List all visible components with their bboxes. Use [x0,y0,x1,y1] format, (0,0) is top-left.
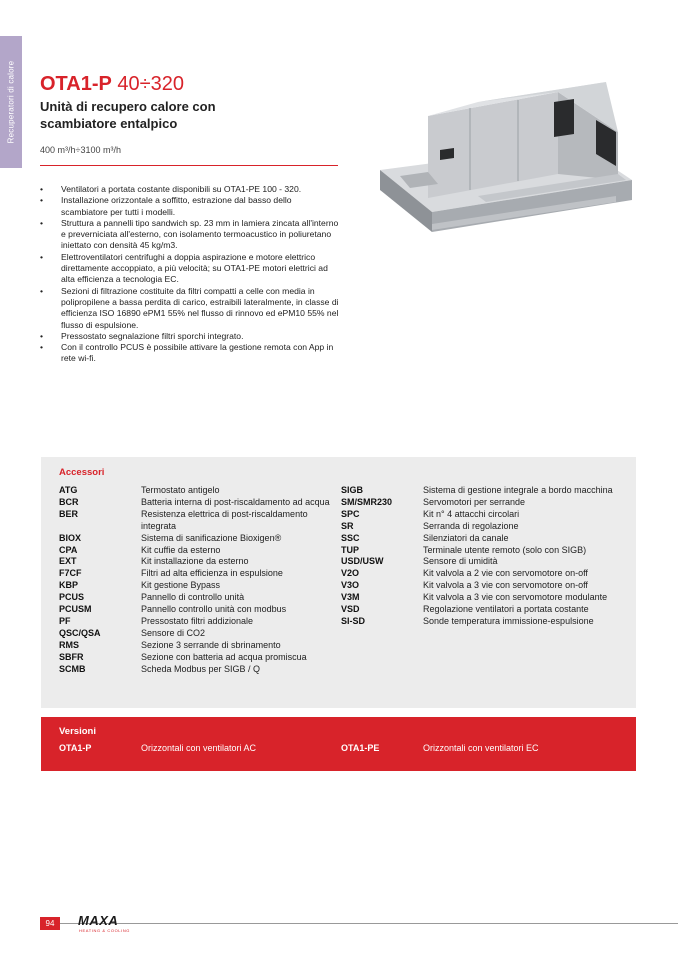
accessory-row [341,533,621,545]
accessory-desc: Serranda di regolazione [423,520,519,531]
accessory-code: SBFR [59,651,84,662]
accessory-row [341,509,621,521]
accessory-row [341,521,621,533]
brand-logo [78,914,138,934]
accessory-code: BER [59,508,79,519]
accessory-code: QSC/QSA [59,627,101,638]
feature-item: • Con il controllo PCUS è possibile attivare la gestione remota con App in rete wi-fi. [40,342,340,365]
accessory-desc: Terminale utente remoto (solo con SIGB) [423,544,587,555]
feature-item: • Elettroventilatori centrifughi a doppia aspirazione e motore elettrico direttamente accoppiato, a più velocità; su OTA1-PE motori elettrici ad alta efficienza a tecnologia EC. [40,252,340,286]
accessory-desc: Termostato antigelo [141,485,220,495]
feature-item: • Ventilatori a portata costante disponibili su OTA1-PE 100 - 320. [40,184,340,195]
accessory-row [59,497,349,509]
section-label: Recuperatori di calore [6,60,16,144]
accessory-desc: Kit valvola a 3 vie con servomotore on-off [423,580,588,591]
accessory-code: PCUS [59,592,85,603]
accessory-code: V2O [341,568,360,579]
accessory-code: CPA [59,544,78,555]
accessory-row [59,664,349,676]
accessory-row [341,545,621,557]
accessory-code: RMS [59,639,79,650]
accessory-code: SPC [341,508,360,519]
accessory-desc: Pressostato filtri addizionale [141,615,254,626]
version-code: OTA1-P [59,743,92,753]
feature-item: • Sezioni di filtrazione costituite da filtri compatti a celle con media in polipropilene a bassa perdita di carico, estraibili lateralmente, in classe di efficienza ISO 16890 ePM1 55% nel flusso di rinnovo ed ePM10 55% nel flusso di espulsione. [40,286,340,331]
feature-item: • Struttura a pannelli tipo sandwich sp. 23 mm in lamiera zincata all'interno e preverniciata all'esterno, con isolamento termoacustico in poliuretano iniettato con densità 45 kg/m3. [40,218,340,252]
feature-item: • Pressostato segnalazione filtri sporchi integrato. [40,331,340,342]
versions-panel [41,717,636,771]
version-desc: Orizzontali con ventilatori AC [141,743,257,753]
accessory-row [59,652,349,664]
accessory-row [341,580,621,592]
accessory-desc: Kit n° 4 attacchi circolari [423,508,520,519]
accessory-row [59,580,349,592]
accessory-code: V3O [341,580,360,591]
accessory-row [341,556,621,568]
accessory-row [59,640,349,652]
accessory-code: TUP [341,544,359,555]
accessory-desc: Sensore di CO2 [141,627,206,638]
accessory-row [59,485,349,497]
product-range: 40÷320 [117,73,185,95]
accessory-row [341,604,621,616]
accessory-desc: Kit valvola a 3 vie con servomotore modulante [423,592,608,603]
accessory-row [59,556,349,568]
page-title [40,73,184,95]
version-item [341,743,539,753]
accessory-code: USD/USW [341,556,384,567]
section-side-tab [0,36,22,168]
accessory-desc: Servomotori per serrande [423,496,526,507]
accessory-code: VSD [341,604,360,615]
accessory-row [341,485,621,497]
accessory-code: PCUSM [59,604,92,615]
flow-range: 400 m³/h÷3100 m³/h [40,145,121,155]
accessory-code: BIOX [59,532,82,543]
accessory-code: F7CF [59,568,82,579]
product-image [368,62,640,262]
accessory-desc: Sezione 3 serrande di sbrinamento [141,639,281,650]
feature-list [40,184,340,365]
accessory-desc: Kit cuffie da esterno [141,544,221,555]
accessory-desc: Kit gestione Bypass [141,580,221,591]
accessory-desc: Batteria interna di post-riscaldamento ad acqua [141,496,330,507]
svg-text:HEATING & COOLING: HEATING & COOLING [79,928,131,933]
accessory-row [341,592,621,604]
accessory-row [59,604,349,616]
accessory-row [59,592,349,604]
accessory-row [59,545,349,557]
accessory-desc: Scheda Modbus per SIGB / Q [141,663,261,674]
accessory-code: PF [59,615,71,626]
accessory-desc: Sonde temperatura immissione-espulsione [423,615,594,626]
version-desc: Orizzontali con ventilatori EC [423,743,539,753]
accessory-row [341,568,621,580]
accessory-code: ATG [59,485,78,495]
accessory-code: SSC [341,532,360,543]
accessory-code: KBP [59,580,79,591]
accessory-row [59,628,349,640]
accessory-row [341,497,621,509]
accessories-panel [41,457,636,708]
feature-item: • Installazione orizzontale a soffitto, estrazione dal basso dello scambiatore per tutti i modelli. [40,195,340,218]
versions-title: Versioni [59,726,96,737]
page-number: 94 [40,917,60,930]
accessory-desc: Sezione con batteria ad acqua promiscua [141,651,307,662]
accessory-code: SR [341,520,354,531]
accessory-code: SCMB [59,663,86,674]
accessory-desc: Regolazione ventilatori a portata costante [423,604,589,615]
title-divider [40,165,338,166]
product-code: OTA1-P [40,73,112,95]
version-code: OTA1-PE [341,743,380,753]
accessory-row [59,568,349,580]
accessory-code: SI-SD [341,615,366,626]
accessory-desc: Pannello di controllo unità [141,592,245,603]
accessory-row [341,616,621,628]
accessory-code: EXT [59,556,77,567]
accessory-code: SM/SMR230 [341,496,393,507]
accessories-right-column [341,485,621,628]
accessory-desc: Filtri ad alta efficienza in espulsione [141,568,283,579]
accessory-desc: Kit valvola a 2 vie con servomotore on-off [423,568,588,579]
product-subtitle: Unità di recupero calore con scambiatore entalpico [40,99,216,131]
accessory-desc: Kit installazione da esterno [141,556,249,567]
version-item [59,743,256,753]
accessory-desc: Silenziatori da canale [423,532,509,543]
accessory-desc: Sistema di gestione integrale a bordo macchina [423,485,613,495]
accessory-code: SIGB [341,485,364,495]
accessory-desc: Sensore di umidità [423,556,498,567]
svg-text:MAXA: MAXA [78,914,119,928]
accessory-row [59,509,349,533]
accessories-title: Accessori [59,467,105,478]
accessory-code: BCR [59,496,79,507]
accessory-desc: Pannello controllo unità con modbus [141,604,287,615]
accessory-row [59,616,349,628]
accessory-code: V3M [341,592,360,603]
accessory-desc: Resistenza elettrica di post-riscaldamento integrata [141,508,308,531]
accessory-desc: Sistema di sanificazione Bioxigen® [141,532,282,543]
accessory-row [59,533,349,545]
accessories-left-column [59,485,349,676]
